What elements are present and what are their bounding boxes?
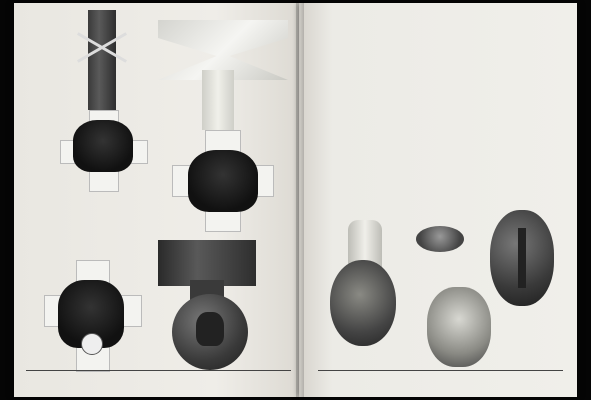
- medal-photo-333-4: [36, 255, 146, 375]
- badge-photo-334: [425, 285, 495, 370]
- book-gutter: [296, 3, 304, 397]
- medal-photo-333-3: [158, 20, 288, 230]
- left-footer-rule: [26, 370, 291, 371]
- medal-photo-333-6: [40, 10, 160, 190]
- badge-photo-336: [490, 210, 556, 310]
- right-footer-rule: [318, 370, 563, 371]
- badge-photo-332: [330, 220, 400, 350]
- medal-photo-333-71: [150, 240, 268, 370]
- badge-photo-335: [416, 220, 466, 260]
